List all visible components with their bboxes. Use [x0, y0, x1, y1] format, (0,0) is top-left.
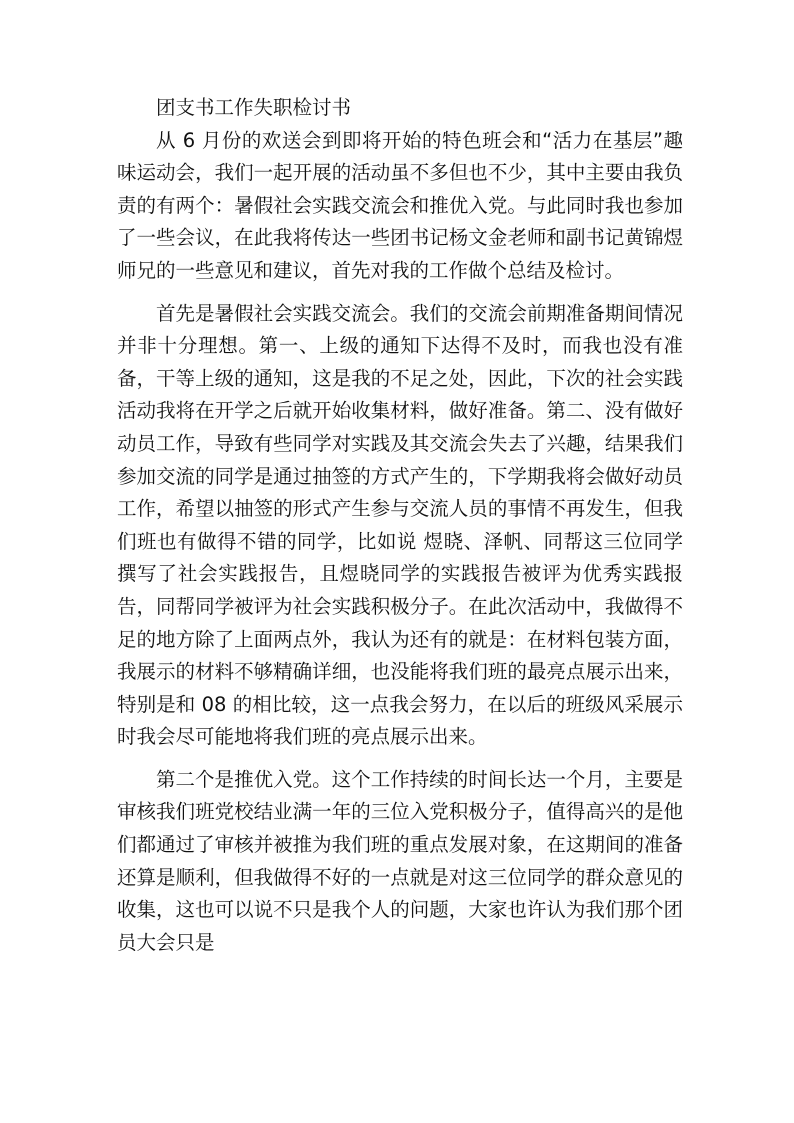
document-body [117, 92, 683, 959]
paragraph-intro: 从 6 月份的欢送会到即将开始的特色班会和“活力在基层”趣味运动会，我们一起开展的活动虽不多但也不少，其中主要由我负责的有两个：暑假社会实践交流会和推优入党。与此同时我也参加了一些会议，在此我将传达一些团书记杨文金老师和副书记黄锦煜师兄的一些意见和建议，首先对我的工作做个总结及检讨。 [117, 128, 683, 282]
document-title: 团支书工作失职检讨书 [156, 96, 352, 119]
paragraph-summer-practice: 首先是暑假社会实践交流会。我们的交流会前期准备期间情况并非十分理想。第一、上级的通知下达得不及时，而我也没有准备，干等上级的通知，这是我的不足之处，因此，下次的社会实践活动我将在开学之后就开始收集材料，做好准备。第二、没有做好动员工作，导致有些同学对实践及其交流会失去了兴趣，结果我们参加交流的同学是通过抽签的方式产生的，下学期我将会做好动员工作，希望以抽签的形式产生参与交流人员的事情不再发生，但我们班也有做得不错的同学，比如说 煜晓、泽帆、同帮这三位同学撰写了社会实践报告，且煜晓同学的实践报告被评为优秀实践报告，同帮同学被评为社会实践积极分子。在此次活动中，我做得不足的地方除了上面两点外，我认为还有的就是：在材料包装方面，我展示的材料不够精确详细，也没能将我们班的最亮点展示出来，特别是和 08 的相比较，这一点我会努力，在以后的班级风采展示时我会尽可能地将我们班的亮点展示出来。 [117, 301, 683, 749]
paragraph-party-recommendation: 第二个是推优入党。这个工作持续的时间长达一个月，主要是审核我们班党校结业满一年的三位入党积极分子，值得高兴的是他们都通过了审核并被推为我们班的重点发展对象，在这期间的准备还算是顺利，但我做得不好的一点就是对这三位同学的群众意见的收集，这也可以说不只是我个人的问题，大家也许认为我们那个团员大会只是 [117, 767, 683, 954]
